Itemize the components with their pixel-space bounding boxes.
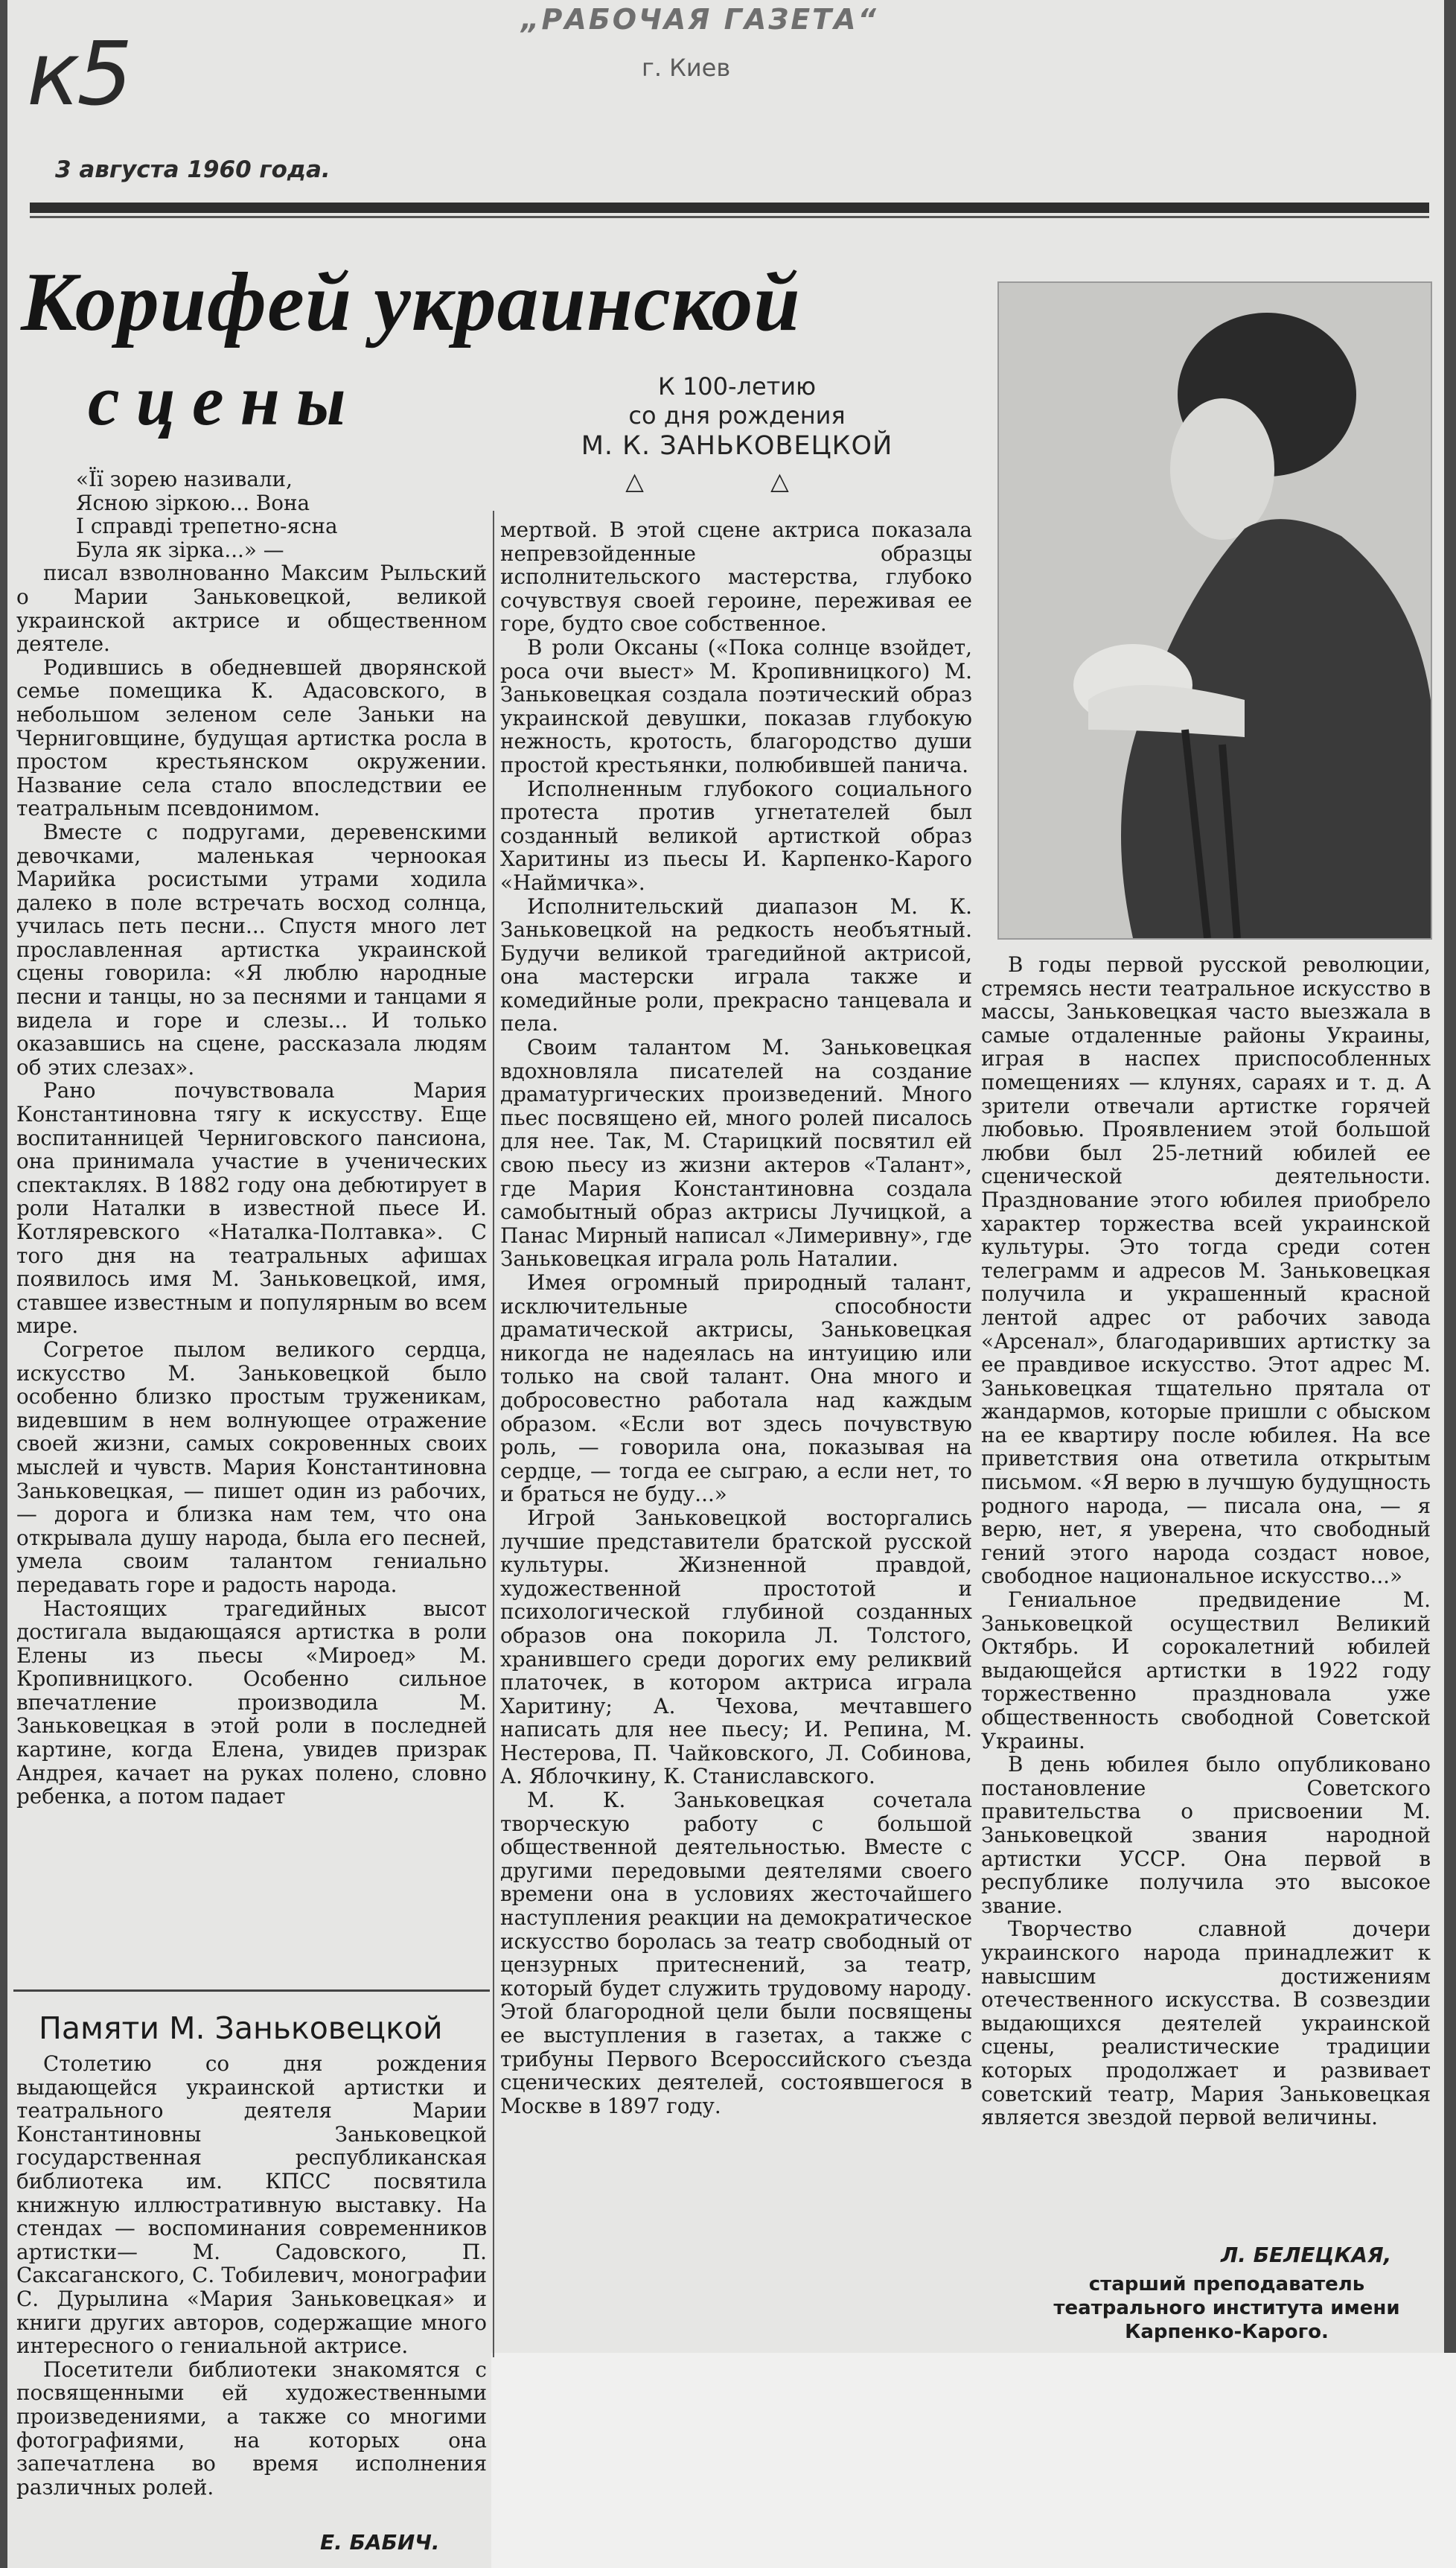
article-column-1 [16, 468, 487, 1809]
author-title: старший преподаватель театрального института имени Карпенко-Карого. [1053, 2273, 1400, 2343]
paragraph: писал взволнованно Максим Рыльский о Марии Заньковецкой, великой украинской актрисе и общественном деятеле. [16, 561, 487, 657]
portrait-illustration [999, 283, 1431, 938]
paragraph: Исполнительский диапазон М. К. Заньковецкой на редкость необъятный. Будучи великой трагедийной актрисой, она мастерски играла также и комедийные роли, прекрасно танцевала и пела. [500, 893, 972, 1036]
subhead-line-1: К 100-летию [657, 372, 817, 401]
paragraph: Настоящих трагедийных высот достигала выдающаяся артистка в роли Елены из пьесы «Мироед» М. Кропивницкого. Особенно сильное впечатление производила М. Заньковецкая в этой роли в последней картине, когда Елена, увидев призрак Андрея, качает на руках полено, словно ребенка, а потом падает [16, 1596, 487, 1809]
article-column-3 [981, 953, 1431, 2129]
paragraph: Творчество славной дочери украинского народа принадлежит к навысшим достижениям отечественного искусства. В созвездии выдающихся деятелей украинской сцены, реалистические традиции которых продолжает и развивает советский театр, Мария Заньковецкая является звездой первой величины. [981, 1917, 1431, 2130]
article-column-2 [500, 518, 972, 2118]
paragraph: В роли Оксаны («Пока солнце взойдет, роса очи выест» М. Кропивницкого) М. Заньковецкая создала поэтический образ украинской девушки, показав глубокую нежность, кротость, благородство души простой крестьянки, полюбившей панича. [500, 634, 972, 777]
paragraph: Исполненным глубокого социального протеста против угнетателей был созданный великой артисткой образ Харитины из пьесы И. Карпенко-Карого «Наймичка». [500, 776, 972, 895]
paragraph: Игрой Заньковецкой восторгались лучшие представители братской русской культуры. Жизненной правдой, художественной простотой и психологической глубиной созданных образов она покорила Л. Толстого, хранившего среди дорогих ему реликвий платочек, в котором актриса играла Харитину; А. Чехова, мечтавшего написать для нее пьесу; И. Репина, М. Нестерова, П. Чайковского, Л. Собинова, А. Яблочкину, К. Станиславского. [500, 1505, 972, 1789]
sidebar-article [16, 2052, 487, 2499]
publication-date: 3 августа 1960 года. [55, 156, 331, 183]
sidebar-author: Е. БАБИЧ. [320, 2530, 440, 2555]
paragraph: Столетию со дня рождения выдающейся украинской артистки и театрального деятеля Марии Константиновны Заньковецкой государственная республиканская библиотека им. КПСС посвятила книжную иллюстративную выставку. На стендах — воспоминания современников артистки— М. Садовского, П. Саксаганского, С. Тобилевич, монографии С. Дурылина «Мария Заньковецкая» и книги других авторов, содержащие много интересного о гениальной актрисе. [16, 2051, 487, 2359]
poem-epigraph: «Її зорею називали, Ясною зіркою... Вона І справді трепетно-ясна Була як зірка...» — [76, 467, 338, 562]
paragraph: Гениальное предвидение М. Заньковецкой осуществил Великий Октябрь. И сорокалетний юбилей выдающейся артистки в 1922 году торжественно праздновала уже общественность свободной Советской Украины. [981, 1587, 1431, 1753]
paragraph: В день юбилея было опубликовано постановление Советского правительства о присвоении М. Заньковецкой звания народной артистки УССР. Она первой в республике получила это высокое звание. [981, 1752, 1431, 1918]
column-divider [493, 511, 494, 2357]
paragraph: Вместе с подругами, деревенскими девочками, маленькая черноокая Марийка росистыми утрами ходила далеко в поле встречать восход солнца, училась петь песни... Спустя много лет прославленная артистка украинской сцены говорила: «Я люблю народные песни и танцы, но за песнями и танцами я видела и горе и слезы... И только оказавшись на сцене, рассказала людям об этих слезах». [16, 819, 487, 1080]
backing-paper [491, 2353, 1456, 2568]
subheading [521, 372, 953, 496]
portrait-photo [997, 281, 1432, 940]
sidebar-heading: Памяти М. Заньковецкой [39, 2010, 443, 2046]
sidebar-rule [13, 1989, 490, 1992]
top-rule [30, 203, 1429, 213]
paragraph: Своим талантом М. Заньковецкая вдохновляла писателей на создание драматургических произведений. Много пьес посвящено ей, много ролей писалось для нее. Так, М. Старицкий посвятил ей свою пьесу из жизни актеров «Талант», где Мария Константиновна создала самобытный образ актрисы Лучицкой, а Панас Мирный написал «Лимеривну», где Заньковецкая играла роль Наталии. [500, 1035, 972, 1272]
paragraph: мертвой. В этой сцене актриса показала непревзойденные образцы исполнительского мастерства, глубоко сочувствуя своей героине, переживая ее горе, будто свое собственное. [500, 517, 972, 637]
headline-line-1: Корифей украинской [21, 256, 801, 348]
subhead-line-3: М. К. ЗАНЬКОВЕЦКОЙ [581, 431, 893, 462]
paragraph: М. К. Заньковецкая сочетала творческую работу с большой общественной деятельностью. Вместе с другими передовыми деятелями своего времени она в условиях жесточайшего наступления реакции на демократическое искусство боролась за театр свободный от цензурных притеснений, за театр, который будет служить трудовому народу. Этой благородной цели были посвящены ее выступления в газетах, а также с трибуны Первого Всероссийского съезда сценических деятелей, состоявшегося в Москве в 1897 году. [500, 1788, 972, 2118]
top-rule-thin [30, 216, 1429, 218]
handwritten-mark: к5 [27, 22, 130, 125]
subhead-line-2: со дня рождения [628, 401, 846, 430]
paragraph: Родившись в обедневшей дворянской семье помещика К. Адасовского, в небольшом зеленом селе Заньки на Черниговщине, будущая артистка росла в простом крестьянском окружении. Название села стало впоследствии ее театральным псевдонимом. [16, 654, 487, 821]
paragraph: Посетители библиотеки знакомятся с посвященными ей художественными произведениями, а также со многими фотографиями, на которых она запечатлена во время исполнения различных ролей. [16, 2357, 487, 2500]
headline-line-2: сцены [88, 360, 363, 440]
paragraph: Имея огромный природный талант, исключительные способности драматической актрисы, Заньковецкая никогда не надеялась на интуицию или только на свой талант. Она много и добросовестно работала над каждым образом. «Если вот здесь почувствую роль, — говорила она, показывая на сердце, — тогда ее сыграю, а если нет, то и браться не буду...» [500, 1270, 972, 1507]
newspaper-stamp: „РАБОЧАЯ ГАЗЕТА“ [521, 3, 878, 36]
triangle-ornament: △ △ [625, 466, 849, 495]
paragraph: Рано почувствовала Мария Константиновна тягу к искусству. Еще воспитанницей Черниговского пансиона, она принимала участие в ученических спектаклях. В 1882 году она дебютирует в роли Наталки в известной пьесе И. Котляревского «Наталка-Полтавка». С того дня на театральных афишах появилось имя М. Заньковецкой, имя, ставшее известным и популярным во всем мире. [16, 1078, 487, 1339]
paragraph: В годы первой русской революции, стремясь нести театральное искусство в массы, Заньковецкая часто выезжала в самые отдаленные районы Украины, играя в наспех приспособленных помещениях — клунях, сараях и т. д. А зрители отвечали артистке горячей любовью. Проявлением этой большой любви был 25-летний юбилей ее сценической деятельности. Празднование этого юбилея приобрело характер торжества всей украинской культуры. Это тогда среди сотен телеграмм и адресов М. Заньковецкая получила и украшенный красной лентой адрес от рабочих завода «Арсенал», благодаривших артистку за ее правдивое искусство. Этот адрес М. Заньковецкая тщательно прятала от жандармов, которые пришли с обыском на ее квартиру после юбилея. На все приветствия она ответила открытым письмом. «Я верю в лучшую будущность родного народа, — писала она, — я верю, нет, я уверена, что свободный гений этого народа создаст новое, свободное национальное искусство...» [981, 952, 1431, 1589]
city-stamp: г. Киев [642, 54, 731, 82]
paragraph: Согретое пылом великого сердца, искусство М. Заньковецкой было особенно близко простым труженикам, видевшим в нем волнующее отражение своей жизни, самых сокровенных своих мыслей и чувств. Мария Константиновна Заньковецкая, — пишет один из рабочих, — дорога и близка нам тем, что она открывала душу народа, была его песней, умела своим талантом гениально передавать горе и радость народа. [16, 1336, 487, 1597]
author-signature: Л. БЕЛЕЦКАЯ, [1221, 2243, 1392, 2267]
